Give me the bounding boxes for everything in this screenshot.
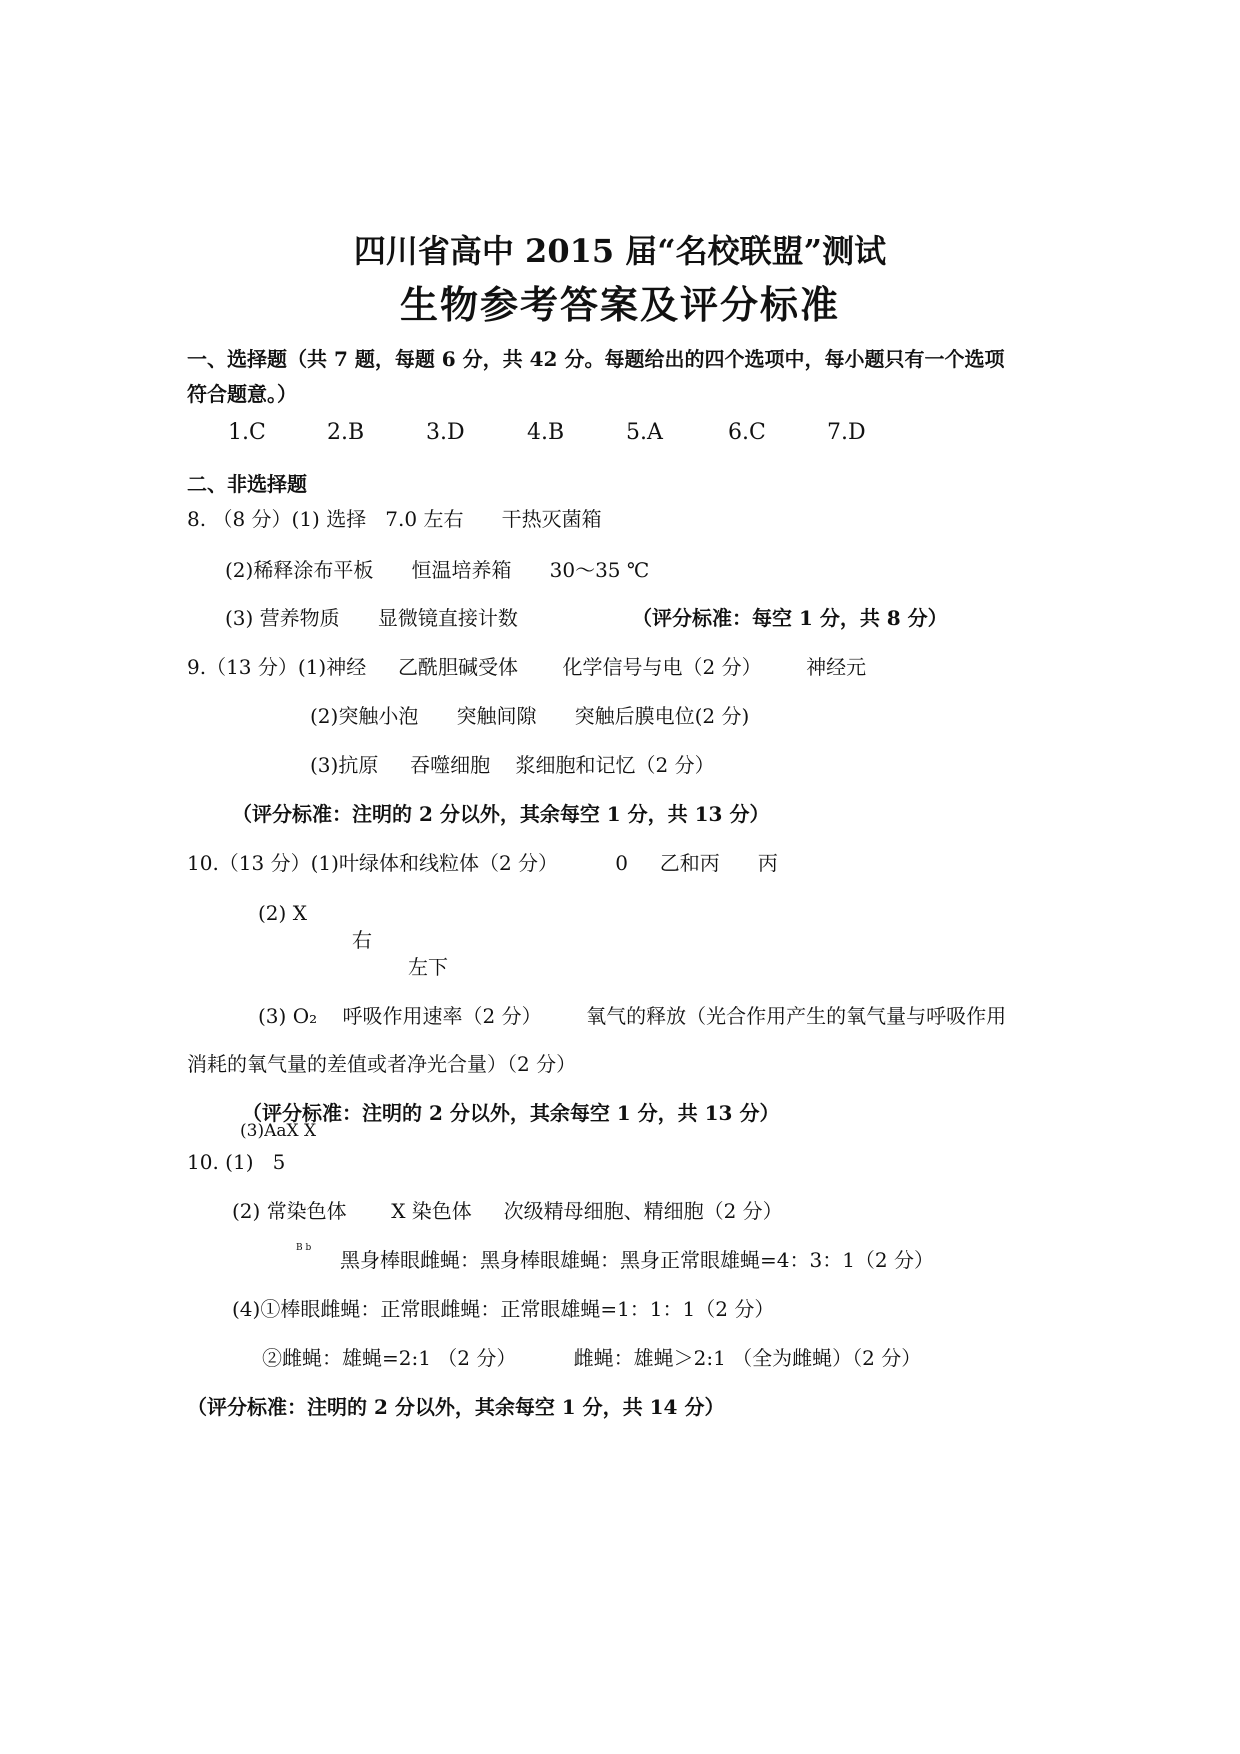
- answer-6: 6.C: [728, 420, 766, 445]
- q10b-line1: 10. (1) 5: [187, 1150, 286, 1174]
- page-title: 四川省高中 2015 届“名校联盟”测试: [353, 232, 887, 270]
- q9-score: （评分标准：注明的 2 分以外，其余每空 1 分，共 13 分）: [232, 802, 770, 826]
- q10a-line2a: (2) X: [258, 901, 307, 925]
- q10b-line2: (2) 常染色体 X 染色体 次级精母细胞、精细胞（2 分）: [232, 1199, 783, 1223]
- answer-2: 2.B: [327, 420, 365, 445]
- q9-line2: (2)突触小泡 突触间隙 突触后膜电位(2 分): [310, 704, 750, 728]
- q10b-line0: (3)AaX X: [240, 1121, 317, 1141]
- section1-heading-line1: 一、选择题（共 7 题，每题 6 分，共 42 分。每题给出的四个选项中，每小题只有一个选项: [187, 347, 1005, 371]
- q10a-line2c: 左下: [408, 955, 448, 979]
- q9-line1: 9.（13 分）(1)神经 乙酰胆碱受体 化学信号与电（2 分） 神经元: [187, 655, 867, 679]
- q10b-superscript: B b: [296, 1243, 312, 1253]
- answer-3: 3.D: [426, 420, 465, 445]
- q10b-line3: 黑身棒眼雌蝇：黑身棒眼雄蝇：黑身正常眼雄蝇=4：3：1（2 分）: [340, 1248, 935, 1272]
- q10b-score: （评分标准：注明的 2 分以外，其余每空 1 分，共 14 分）: [187, 1395, 725, 1419]
- q10a-line1: 10.（13 分）(1)叶绿体和线粒体（2 分） 0 乙和丙 丙: [187, 851, 778, 875]
- q10a-line4: 消耗的氧气量的差值或者净光合量）（2 分）: [187, 1052, 577, 1076]
- section1-heading-line2: 符合题意。）: [187, 382, 297, 406]
- q10a-line2b: 右: [352, 928, 372, 952]
- q10a-line3: (3) O₂ 呼吸作用速率（2 分） 氧气的释放（光合作用产生的氧气量与呼吸作用: [258, 1004, 1007, 1028]
- section2-heading: 二、非选择题: [187, 472, 307, 496]
- q10b-line5: ②雌蝇：雄蝇=2:1 （2 分） 雌蝇：雄蝇＞2:1 （全为雌蝇）（2 分）: [262, 1346, 922, 1370]
- q8-line2: (2)稀释涂布平板 恒温培养箱 30～35 ℃: [225, 558, 650, 582]
- q8-line1: 8. （8 分）(1) 选择 7.0 左右 干热灭菌箱: [187, 507, 602, 531]
- answer-5: 5.A: [626, 420, 663, 445]
- q9-line3: (3)抗原 吞噬细胞 浆细胞和记忆（2 分）: [310, 753, 715, 777]
- answer-1: 1.C: [228, 420, 266, 445]
- q8-score: （评分标准：每空 1 分，共 8 分）: [632, 606, 948, 630]
- page-subtitle: 生物参考答案及评分标准: [399, 282, 840, 327]
- answer-4: 4.B: [527, 420, 565, 445]
- q10b-line4: (4)①棒眼雌蝇：正常眼雌蝇：正常眼雄蝇=1：1：1（2 分）: [232, 1297, 775, 1321]
- q8-line3: (3) 营养物质 显微镜直接计数: [225, 606, 518, 630]
- q10a-score: （评分标准：注明的 2 分以外，其余每空 1 分，共 13 分）: [242, 1101, 780, 1125]
- answer-7: 7.D: [827, 420, 866, 445]
